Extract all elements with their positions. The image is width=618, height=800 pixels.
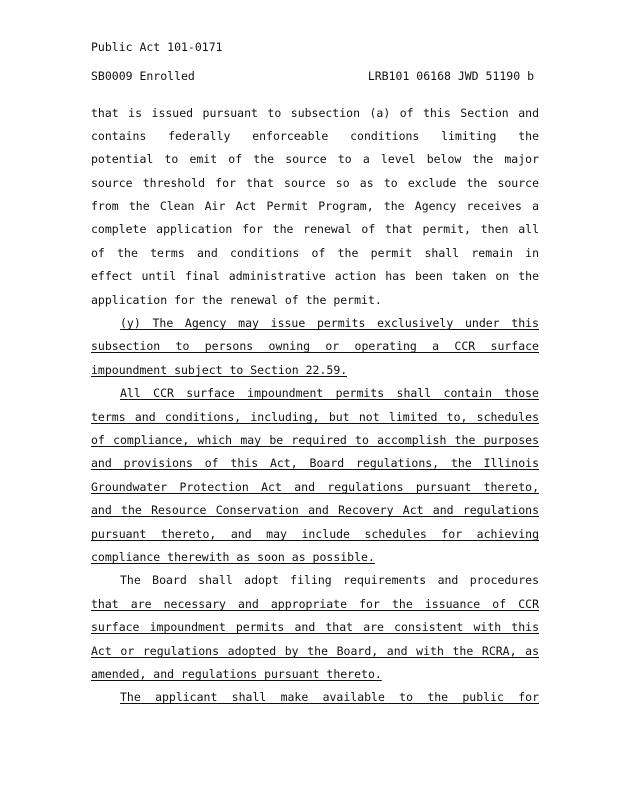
text-line-inserted: and provisions of this Act, Board regulations, the Illinois: [91, 456, 539, 470]
text-line-inserted: of compliance, which may be required to accomplish the purposes: [91, 433, 539, 447]
lrb-number: LRB101 06168 JWD 51190 b: [367, 69, 534, 83]
text-line: source threshold for that source so as to exclude the source: [91, 176, 539, 190]
text-line: contains federally enforceable conditions limiting the: [91, 129, 539, 143]
text-line: of the terms and conditions of the permit shall remain in: [91, 246, 539, 260]
text-line-inserted: (y) The Agency may issue permits exclusively under this: [120, 316, 539, 330]
text-line-inserted: that are necessary and appropriate for the issuance of CCR: [91, 597, 539, 611]
text-line-inserted: surface impoundment permits and that are consistent with this: [91, 620, 539, 634]
text-line-inserted: All CCR surface impoundment permits shall contain those: [120, 386, 539, 400]
bill-number: SB0009 Enrolled: [91, 69, 195, 83]
text-line: application for the renewal of the permit.: [91, 293, 382, 307]
text-line-inserted: compliance therewith as soon as possible.: [91, 550, 375, 564]
text-line: potential to emit of the source to a level below the major: [91, 152, 539, 166]
public-act-number: Public Act 101-0171: [91, 40, 223, 54]
text-line-inserted: The applicant shall make available to the public for: [120, 690, 539, 704]
text-line-inserted: pursuant thereto, and may include schedules for achieving: [91, 527, 539, 541]
text-line-inserted: terms and conditions, including, but not limited to, schedules: [91, 410, 539, 424]
text-line: The Board shall adopt filing requirements and procedures: [120, 573, 539, 587]
text-line: complete application for the renewal of that permit, then all: [91, 222, 539, 236]
text-line: that is issued pursuant to subsection (a) of this Section and: [91, 106, 539, 120]
text-line-inserted: Groundwater Protection Act and regulations pursuant thereto,: [91, 480, 539, 494]
text-line: effect until final administrative action has been taken on the: [91, 269, 539, 283]
text-line: from the Clean Air Act Permit Program, the Agency receives a: [91, 199, 539, 213]
text-line-inserted: amended, and regulations pursuant thereto.: [91, 667, 382, 681]
text-line-inserted: Act or regulations adopted by the Board, and with the RCRA, as: [91, 644, 539, 658]
text-line-inserted: and the Resource Conservation and Recovery Act and regulations: [91, 503, 539, 517]
text-line-inserted: subsection to persons owning or operating a CCR surface: [91, 339, 539, 353]
text-line-inserted: impoundment subject to Section 22.59.: [91, 363, 348, 377]
